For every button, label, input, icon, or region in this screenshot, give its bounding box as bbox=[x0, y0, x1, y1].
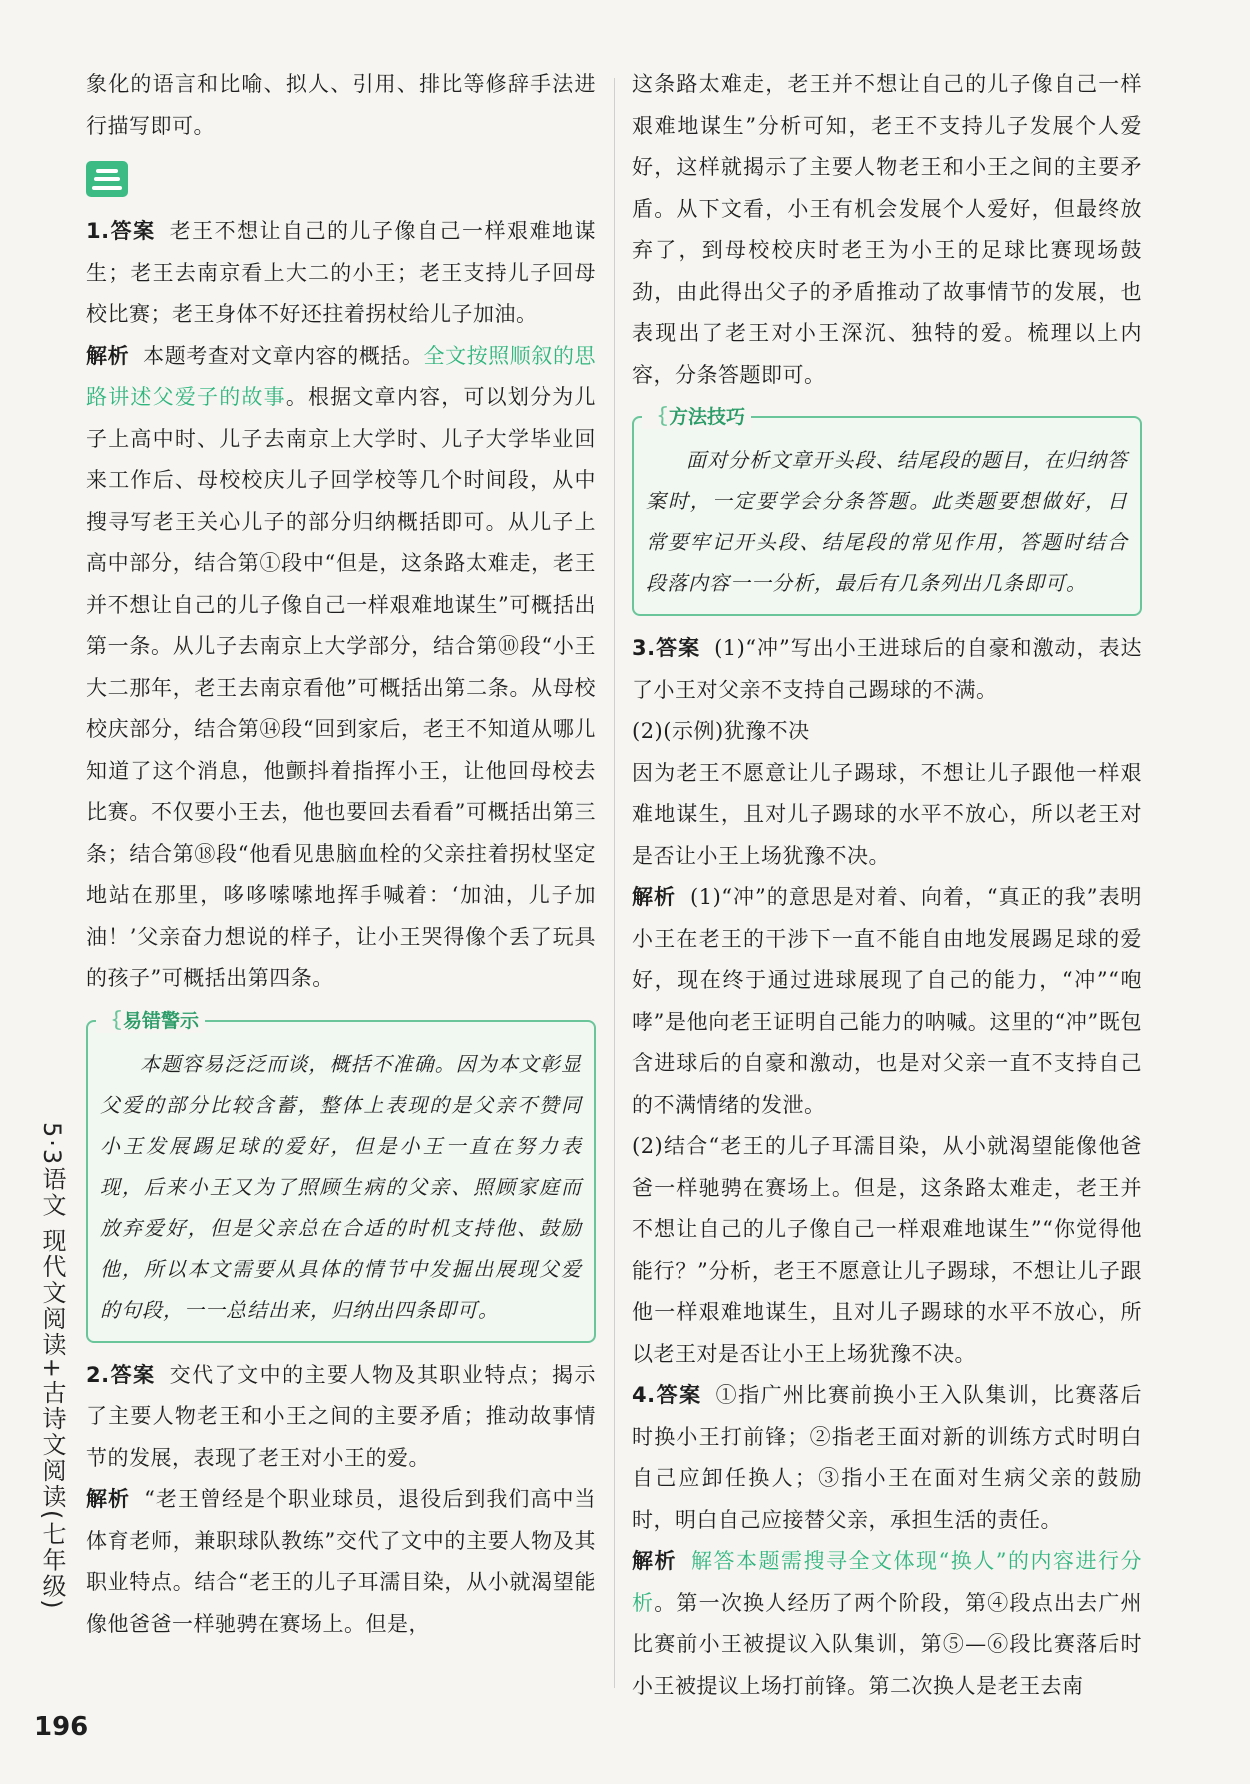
q3-answer-part2: (2)(示例)犹豫不决 bbox=[632, 719, 810, 743]
q3-answer-part3: 因为老王不愿意让儿子踢球，不想让儿子跟他一样艰难地谋生，且对儿子踢球的水平不放心，所以老王对是否让小王上场犹豫不决。 bbox=[632, 760, 1142, 868]
q3-analysis: 解析 (1)“冲”的意思是对着、向着，“真正的我”表明小王在老王的干涉下一直不能自由地发展踢足球的爱好，现在终于通过进球展现了自己的能力，“冲”“咆哮”是他向老王证明自己能力的呐喊。这里的“冲”既包含进球后的自豪和激动，也是对父亲一直不支持自己的不满情绪的发泄。 bbox=[632, 885, 1142, 1117]
q1-answer: 1.答案 老王不想让自己的儿子像自己一样艰难地谋生；老王去南京看上大二的小王；老王支持儿子回母校比赛；老王身体不好还拄着拐杖给儿子加油。 bbox=[86, 219, 597, 326]
q2-analysis-continued: 这条路太难走，老王并不想让自己的儿子像自己一样艰难地谋生”分析可知，老王不支持儿子发展个人爱好，这样就揭示了主要人物老王和小王之间的主要矛盾。从下文看，小王有机会发展个人爱好，但最终放弃了，到母校校庆时老王为小王的足球比赛现场鼓劲，由此得出父子的矛盾推动了故事情节的发展，也表现出了老王对小王深沉、独特的爱。梳理以上内容，分条答题即可。 bbox=[632, 72, 1142, 387]
q3-answer: 3.答案 (1)“冲”写出小王进球后的自豪和激动，表达了小王对父亲不支持自己踢球的不满。 bbox=[632, 636, 1143, 702]
q2-answer: 2.答案 交代了文中的主要人物及其职业特点；揭示了主要人物老王和小王之间的主要矛盾；推动故事情节的发展，表现了老王对小王的爱。 bbox=[86, 1362, 597, 1470]
left-column bbox=[86, 64, 596, 1645]
q2-analysis: 解析 “老王曾经是个职业球员，退役后到我们高中当体育老师，兼职球队教练”交代了文中的主要人物及其职业特点。结合“老王的儿子耳濡目染，从小就渴望能像他爸爸一样驰骋在赛场上。但是， bbox=[86, 1487, 597, 1636]
book-title-sidebar: 5·3语文 现代文阅读+古诗文阅读(七年级) bbox=[38, 1122, 66, 1611]
q1-analysis: 解析 本题考查对文章内容的概括。全文按照顺叙的思路讲述父爱子的故事。根据文章内容，可以划分为儿子上高中时、儿子去南京上大学时、儿子大学毕业回来工作后、母校校庆儿子回学校等几个时间段，从中搜寻写老王关心儿子的部分归纳概括即可。从儿子上高中部分，结合第①段中“但是，这条路太难走，老王并不想让自己的儿子像自己一样艰难地谋生”可概括出第一条。从儿子去南京上大学部分，结合第⑩段“小王大二那年，老王去南京看他”可概括出第二条。从母校校庆部分，结合第⑭段“回到家后，老王不知道从哪儿知道了这个消息，他颤抖着指挥小王，让他回母校去比赛。不仅要小王去，他也要回去看看”可概括出第三条；结合第⑱段“他看见患脑血栓的父亲拄着拐杖坚定地站在那里，哆哆嗦嗦地挥手喊着：‘加油，儿子加油！’父亲奋力想说的样子，让小王哭得像个丢了玩具的孩子”可概括出第四条。 bbox=[86, 343, 597, 990]
column-divider bbox=[614, 78, 615, 1688]
right-column bbox=[632, 64, 1142, 1707]
error-warning-text: 本题容易泛泛而谈，概括不准确。因为本文彰显父爱的部分比较含蓄，整体上表现的是父亲不赞同小王发展踢足球的爱好，但是小王一直在努力表现，后来小王又为了照顾生病的父亲、照顾家庭而放弃爱好，但是父亲总在合适的时机支持他、鼓励他，所以本文需要从具体的情节中发掘出展现父爱的句段，一一总结出来，归纳出四条即可。 bbox=[100, 1051, 582, 1322]
method-tips-box bbox=[632, 406, 1142, 616]
method-tips-title: ｛ 方法技巧 bbox=[642, 402, 751, 429]
method-tips-text: 面对分析文章开头段、结尾段的题目，在归纳答案时，一定要学会分条答题。此类题要想做好，日常要牢记开头段、结尾段的常见作用，答题时结合段落内容一一分析，最后有几条列出几条即可。 bbox=[646, 448, 1128, 595]
section-three-icon bbox=[86, 161, 128, 197]
q4-analysis: 解析 解答本题需搜寻全文体现“换人”的内容进行分析。第一次换人经历了两个阶段，第④段点出去广州比赛前小王被提议入队集训，第⑤—⑥段比赛落后时小王被提议上场打前锋。第二次换人是老王去南 bbox=[632, 1549, 1143, 1698]
q3-analysis-part2: (2)结合“老王的儿子耳濡目染，从小就渴望能像他爸爸一样驰骋在赛场上。但是，这条路太难走，老王并不想让自己的儿子像自己一样艰难地谋生”“你觉得他能行？”分析，老王不愿意让儿子踢球，不想让儿子跟他一样艰难地谋生，且对儿子踢球的水平不放心，所以老王对是否让小王上场犹豫不决。 bbox=[632, 1134, 1142, 1366]
error-warning-box bbox=[86, 1009, 596, 1343]
page-number: 196 bbox=[34, 1712, 89, 1742]
paragraph-continued: 象化的语言和比喻、拟人、引用、排比等修辞手法进行描写即可。 bbox=[86, 72, 596, 138]
error-warning-title: ｛ 易错警示 bbox=[96, 1006, 205, 1033]
q4-answer: 4.答案 ①指广州比赛前换小王入队集训，比赛落后时换小王打前锋；②指老王面对新的训练方式时明白自己应卸任换人；③指小王在面对生病父亲的鼓励时，明白自己应接替父亲，承担生活的责任。 bbox=[632, 1383, 1143, 1532]
